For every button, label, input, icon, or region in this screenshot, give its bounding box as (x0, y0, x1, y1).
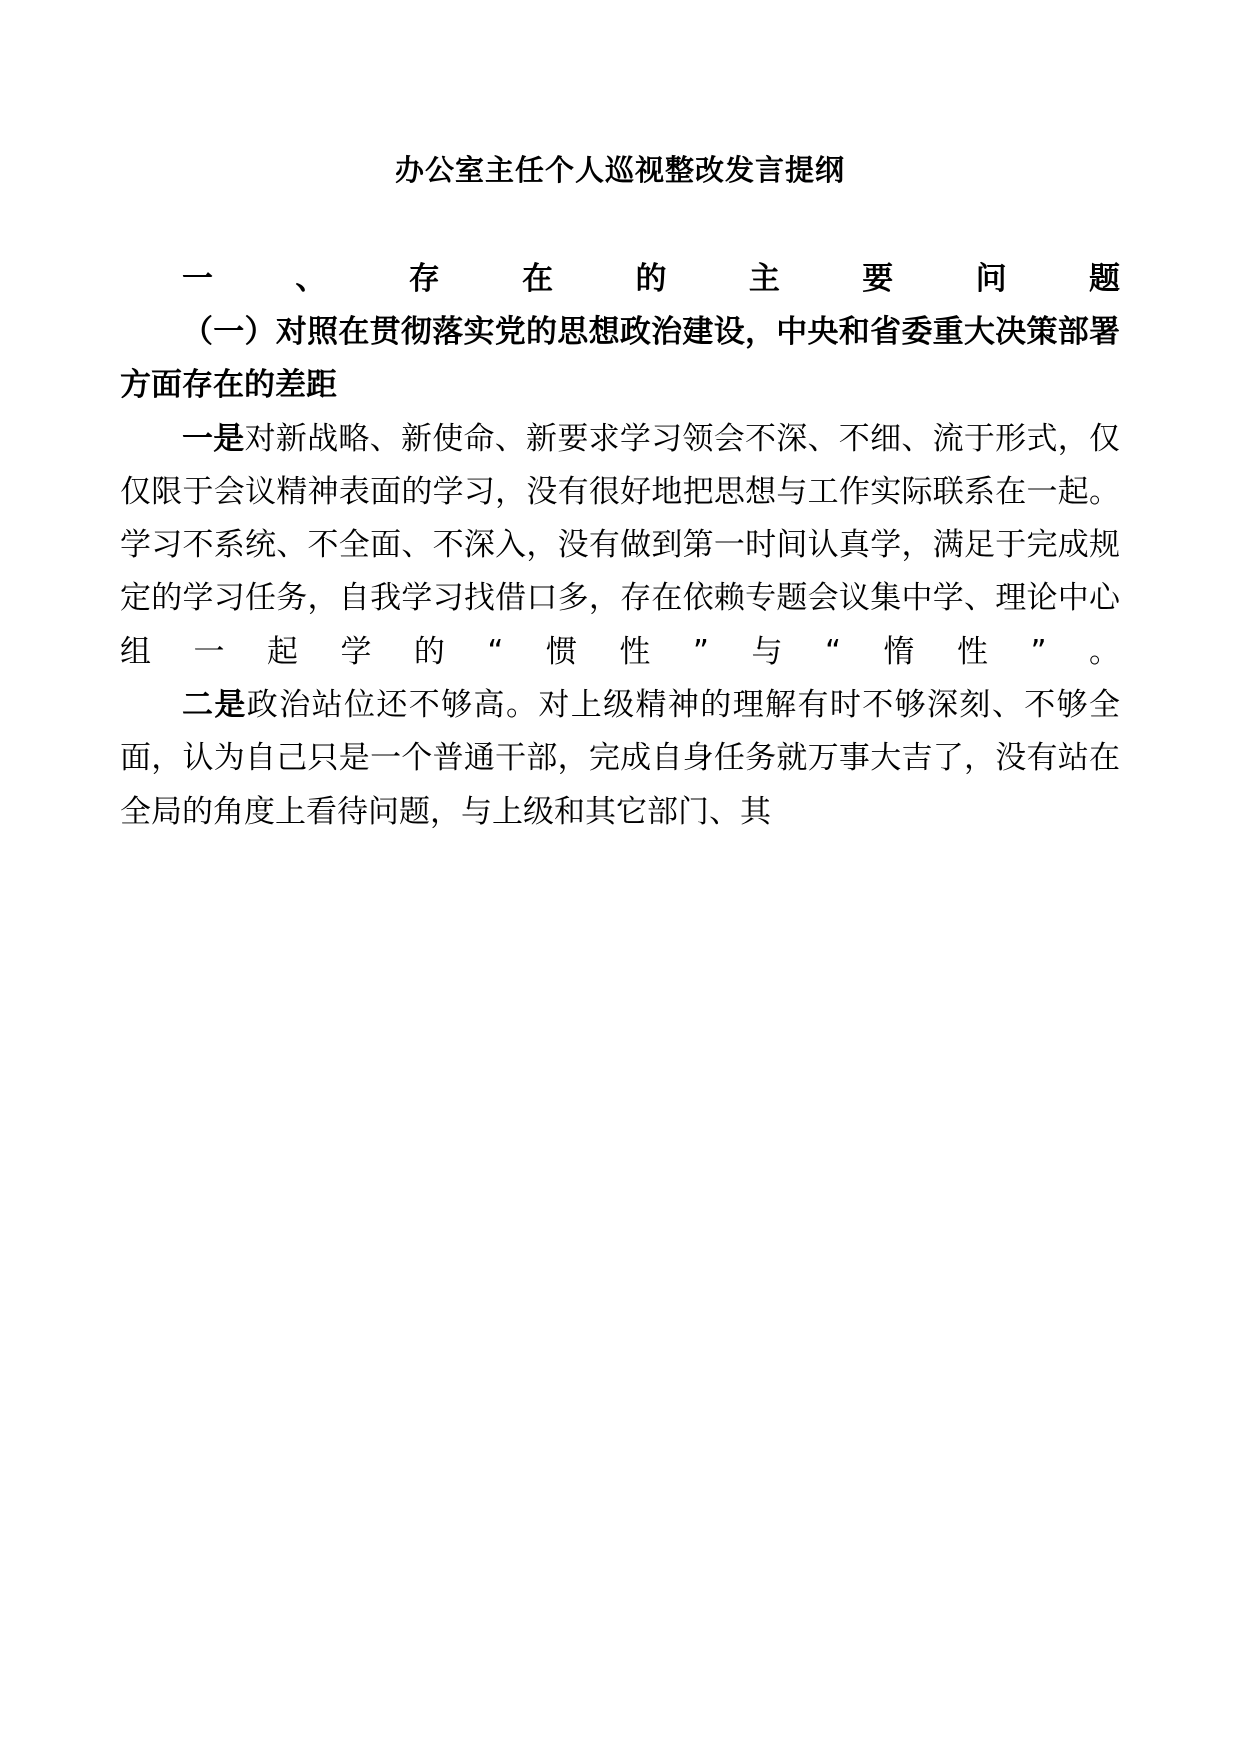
paragraph-text-one: 对新战略、新使命、新要求学习领会不深、不细、流于形式，仅仅限于会议精神表面的学习，没有很好地把思想与工作实际联系在一起。学习不系统、不全面、不深入，没有做到第一时间认真学，满足于完成规定的学习任务，自我学习找借口多，存在依赖专题会议集中学、理论中心组一起学的“惯性”与“惰性”。 (120, 420, 1121, 670)
page-title: 办公室主任个人巡视整改发言提纲 (394, 153, 845, 187)
body-paragraph-two (120, 679, 1120, 839)
body-paragraph-one (120, 413, 1120, 680)
paragraph-lead-one: 一是 (182, 420, 245, 457)
paragraph-lead-two: 二是 (182, 687, 247, 724)
section-heading-level-1: 一、存在的主要问题 (182, 260, 1120, 297)
paragraph-text-two: 政治站位还不够高。对上级精神的理解有时不够深刻、不够全面，认为自己只是一个普通干部，完成自身任务就万事大吉了，没有站在全局的角度上看待问题，与上级和其它部门、其 (120, 687, 1121, 830)
section-heading-level-2: （一）对照在贯彻落实党的思想政治建设，中央和省委重大决策部署方面存在的差距 (120, 313, 1120, 404)
